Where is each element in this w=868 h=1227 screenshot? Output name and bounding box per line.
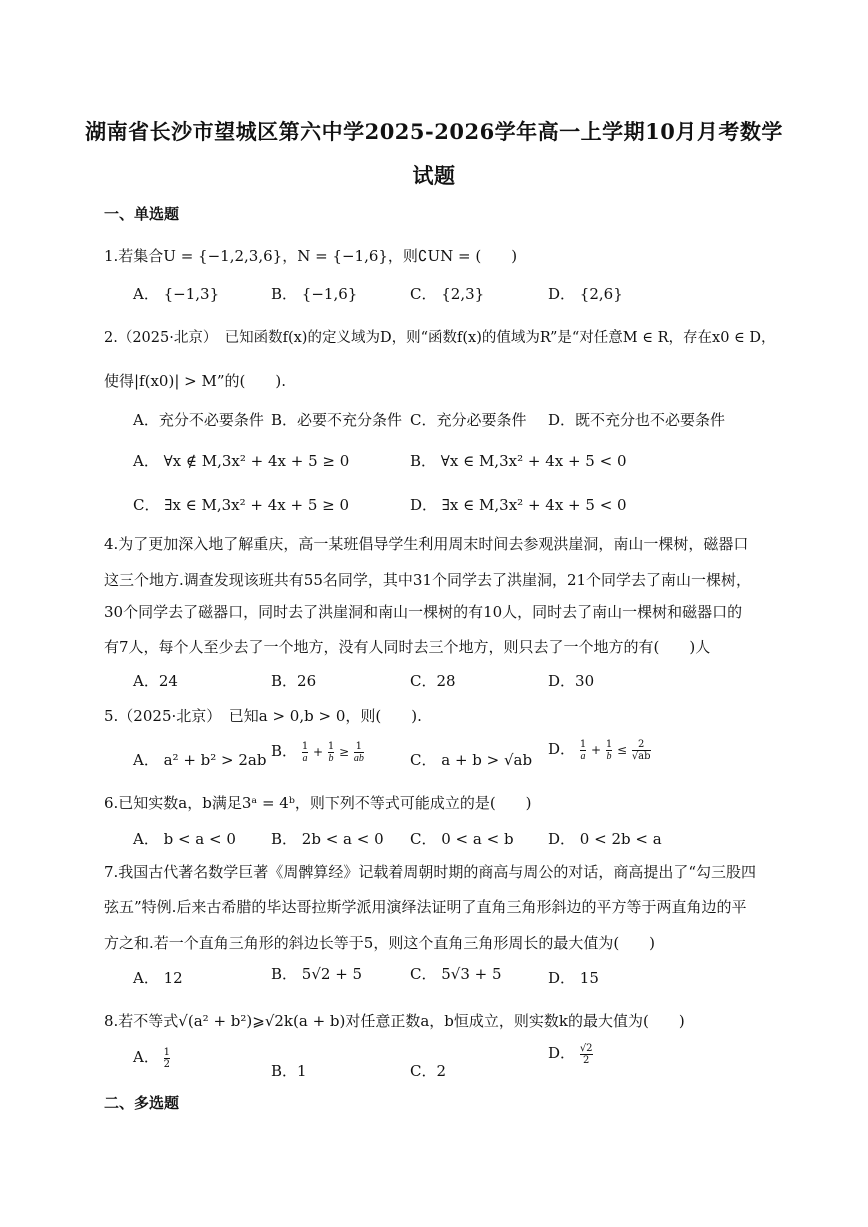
q8-option-d	[548, 1042, 593, 1066]
q1-option-b: B． {−1,6}	[271, 285, 358, 303]
q1-option-a: A． {−1,3}	[133, 285, 220, 303]
q2-option-c: C．充分必要条件	[410, 411, 527, 429]
title-line-1: 湖南省长沙市望城区第六中学2025-2026学年高一上学期10月月考数学	[85, 119, 783, 144]
q4-option-d: D．30	[548, 672, 595, 690]
q5-option-b: B． $\frac{1}{a}$ + $\frac{1}{b}$ ≥ $\frac{1}{ab}$	[271, 740, 364, 764]
q5-stem: 5.（2025·北京） 已知a > 0,b > 0，则( ).	[104, 707, 422, 725]
frac-2-over-sqrt-ab: $\frac{2}{√ab}$	[631, 738, 651, 762]
q8-option-d-label: D．	[548, 1044, 576, 1062]
q7-option-b: B． 5√2 + 5	[271, 965, 363, 983]
q4-option-b: B．26	[271, 672, 317, 690]
q1-option-c: C． {2,3}	[410, 285, 485, 303]
q7-option-d: D． 15	[548, 969, 599, 987]
q7-stem-line-2: 弦五”特例.后来古希腊的毕达哥拉斯学派用演绎法证明了直角三角形斜边的平方等于两直角边的平	[104, 898, 747, 916]
frac-1-over-b: $\frac{1}{b}$	[605, 738, 613, 762]
q8-option-b: B．1	[271, 1062, 307, 1080]
q3-option-a: A． ∀x ∉ M,3x² + 4x + 5 ≥ 0	[133, 452, 350, 470]
q4-stem-line-4: 有7人，每个人至少去了一个地方，没有人同时去三个地方，则只去了一个地方的有( )人	[104, 638, 711, 656]
q8-option-a	[133, 1046, 170, 1070]
q1-option-d: D． {2,6}	[548, 285, 623, 303]
section-multiple-choice: 二、多选题	[104, 1094, 180, 1112]
section-single-choice: 一、单选题	[104, 205, 180, 223]
q5-option-b-label: B．	[271, 742, 298, 760]
q5-option-d-label: D．	[548, 740, 576, 758]
q2-option-b: B．必要不充分条件	[271, 411, 403, 429]
q7-option-c: C． 5√3 + 5	[410, 965, 502, 983]
q8-option-c: C．2	[410, 1062, 447, 1080]
q7-stem-line-1: 7.我国古代著名数学巨著《周髀算经》记载着周朝时期的商高与周公的对话，商高提出了“勾三股四	[104, 863, 756, 881]
q3-option-b: B． ∀x ∈ M,3x² + 4x + 5 < 0	[410, 452, 627, 470]
q5-option-c: C． a + b > √ab	[410, 751, 533, 769]
q1-stem: 1.若集合U = {−1,2,3,6}，N = {−1,6}，则∁UN = ( )	[104, 247, 518, 265]
q8-stem: 8.若不等式√(a² + b²)⩾√2k(a + b)对任意正数a，b恒成立，则实数k的最大值为( )	[104, 1012, 685, 1030]
q4-stem-line-3: 30个同学去了磁器口，同时去了洪崖洞和南山一棵树的有10人，同时去了南山一棵树和磁器口的	[104, 603, 743, 621]
q5-option-d: D． $\frac{1}{a}$ + $\frac{1}{b}$ ≤ $\frac{2}{√ab}$	[548, 738, 651, 762]
q6-option-c: C． 0 < a < b	[410, 830, 514, 848]
q2-stem-line-2: 使得|f(x0)| > M”的( ).	[104, 372, 286, 390]
q3-option-c: C． ∃x ∈ M,3x² + 4x + 5 ≥ 0	[133, 496, 350, 514]
q2-stem-line-1: 2.（2025·北京） 已知函数f(x)的定义域为D，则“函数f(x)的值域为R”是“对任意M ∈ R，存在x0 ∈ D，	[104, 330, 776, 346]
q2-option-d: D．既不充分也不必要条件	[548, 411, 726, 429]
q4-option-a: A．24	[133, 672, 178, 690]
q7-stem-line-3: 方之和.若一个直角三角形的斜边长等于5，则这个直角三角形周长的最大值为( )	[104, 934, 656, 952]
frac-1-over-2: $\frac{1}{2}$	[163, 1046, 170, 1070]
q4-stem-line-2: 这三个地方.调查发现该班共有55名同学，其中31个同学去了洪崖洞，21个同学去了南山一棵树，	[104, 571, 752, 589]
q5-option-a: A． a² + b² > 2ab	[133, 751, 267, 769]
q4-stem-line-1: 4.为了更加深入地了解重庆，高一某班倡导学生利用周末时间去参观洪崖洞，南山一棵树，磁器口	[104, 535, 749, 553]
frac-sqrt2-over-2: $\frac{√2}{2}$	[579, 1042, 593, 1066]
q6-stem: 6.已知实数a，b满足3ᵃ = 4ᵇ，则下列不等式可能成立的是( )	[104, 794, 532, 812]
q4-option-c: C．28	[410, 672, 456, 690]
q3-option-d: D． ∃x ∈ M,3x² + 4x + 5 < 0	[410, 496, 627, 514]
q2-option-a: A．充分不必要条件	[133, 411, 264, 429]
q8-option-a-label: A．	[133, 1048, 159, 1066]
q6-option-d: D． 0 < 2b < a	[548, 830, 662, 848]
frac-1-over-a: $\frac{1}{a}$	[301, 740, 309, 764]
q6-option-a: A． b < a < 0	[133, 830, 236, 848]
frac-1-over-a: $\frac{1}{a}$	[579, 738, 587, 762]
frac-1-over-b: $\frac{1}{b}$	[327, 740, 335, 764]
q6-option-b: B． 2b < a < 0	[271, 830, 384, 848]
q7-option-a: A． 12	[133, 969, 183, 987]
title-line-2: 试题	[412, 163, 456, 188]
frac-1-over-ab: $\frac{1}{ab}$	[353, 740, 364, 764]
